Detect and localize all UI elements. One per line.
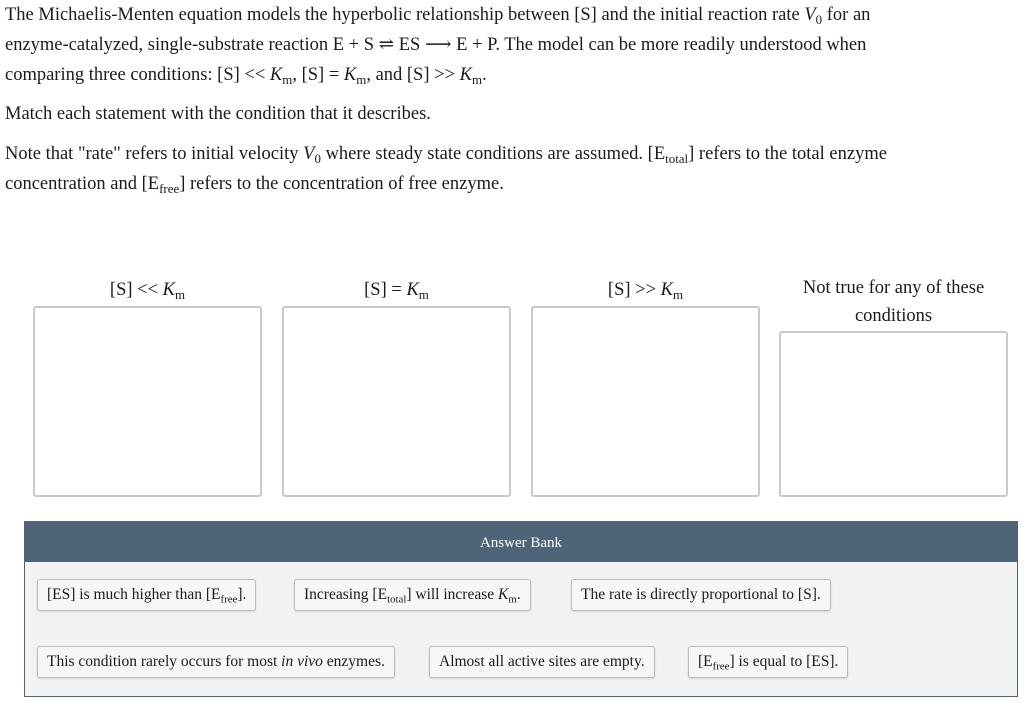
category-title-not-true: Not true for any of these conditions [802, 278, 985, 326]
drop-zone-s-less-than-km[interactable] [33, 306, 262, 497]
question-note: Note that "rate" refers to initial velocity $V_0$ where steady state conditions are assumed. $[E_{total}]$ refers to the total enzyme concentration and $[E_{free}]$ refers to the concentration of free enzyme. [5, 144, 887, 196]
answer-bank [24, 521, 1018, 697]
answer-chip-increasing-etotal-increases-km[interactable]: Increasing $[E_{total}]$ will increase $K_m$. [294, 579, 531, 611]
answer-bank-title: Answer Bank [25, 522, 1017, 562]
answer-chip-efree-equals-es[interactable]: $[E_{free}]$ is equal to [ES]. [688, 646, 848, 678]
category-title-s-less-than-km: $[S] << K_m$ [109, 280, 186, 302]
answer-chip-active-sites-empty[interactable]: Almost all active sites are empty. [429, 646, 655, 678]
category-title-s-greater-than-km: $[S] >> K_m$ [607, 280, 684, 302]
answer-chip-rarely-occurs-in-vivo[interactable]: This condition rarely occurs for most in vivo enzymes. [37, 646, 395, 678]
answer-chip-es-higher-than-efree[interactable]: [ES] is much higher than $[E_{free}]$. [37, 579, 256, 611]
intro-reaction-text: enzyme-catalyzed, single-substrate reaction E + S ⇌ ES ⟶ E + P. The model can be more readily understood when [5, 35, 867, 55]
question-intro: The Michaelis-Menten equation models the hyperbolic relationship between [S] and the initial reaction rate $V_0$ for an enzyme-catalyzed, single-substrate reaction E + S ⇌ ES ⟶ E + P. The model can be more readily understood when comparing three conditions: $[S] << K_m$, $[S] = K_m$, and $[S] >> K_m$. [5, 5, 871, 87]
drop-zone-s-greater-than-km[interactable] [531, 306, 760, 497]
category-title-s-equals-km: $[S] = K_m$ [364, 280, 429, 302]
answer-chip-rate-proportional-to-s[interactable]: The rate is directly proportional to [S]. [571, 579, 831, 611]
drop-zone-not-true[interactable] [779, 331, 1008, 497]
intro-text: The Michaelis-Menten equation models the hyperbolic relationship between [S] and the initial reaction rate [5, 5, 805, 25]
drop-zone-s-equals-km[interactable] [282, 306, 511, 497]
question-instruction: Match each statement with the condition that it describes. [5, 104, 431, 124]
